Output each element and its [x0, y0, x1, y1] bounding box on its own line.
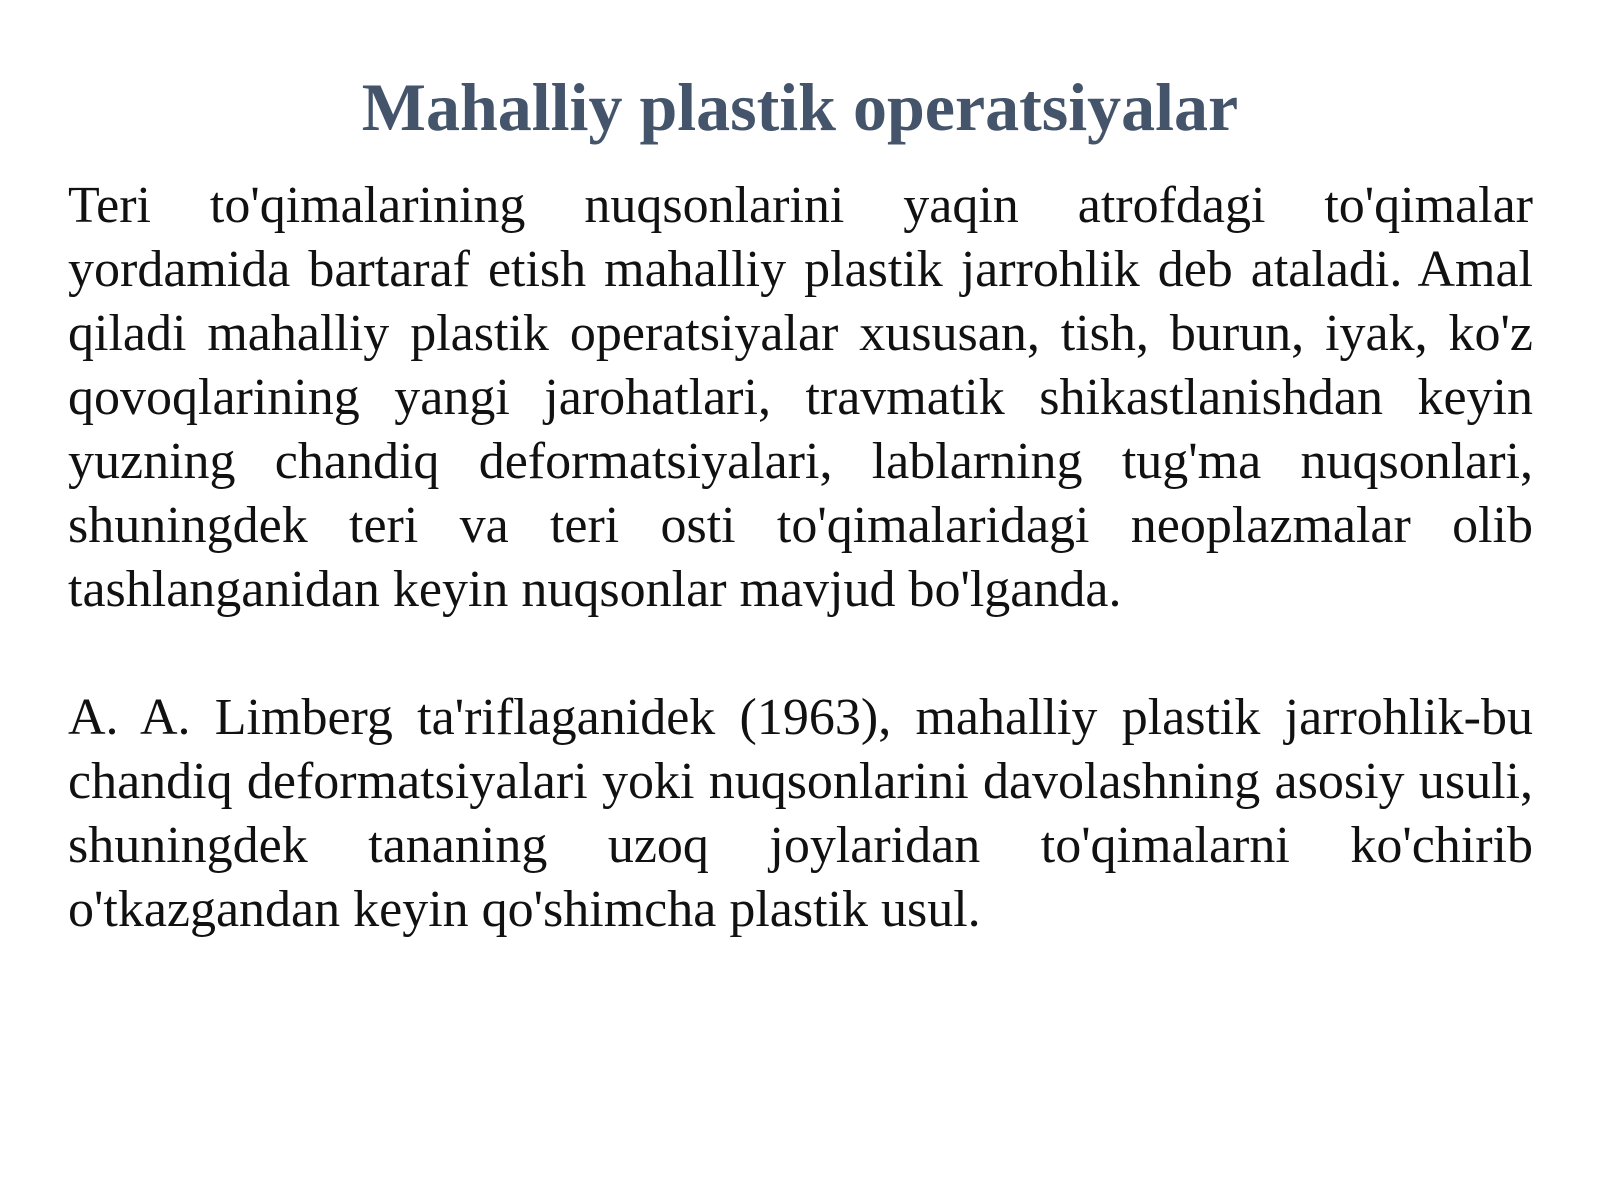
- slide-body: [68, 174, 1533, 942]
- body-paragraph-2: A. A. Limberg ta'riflaganidek (1963), mahalliy plastik jarrohlik-bu chandiq deformatsiyalari yoki nuqsonlarini davolashning asosiy usuli, shuningdek tananing uzoq joylaridan to'qimalarni ko'chirib o'tkazgandan keyin qo'shimcha plastik usul.: [68, 689, 1533, 938]
- slide-title: Mahalliy plastik operatsiyalar: [361, 69, 1239, 145]
- body-paragraph-1: Teri to'qimalarining nuqsonlarini yaqin atrofdagi to'qimalar yordamida bartaraf etish mahalliy plastik jarrohlik deb ataladi. Amal qiladi mahalliy plastik operatsiyalar xususan, tish, burun, iyak, ko'z qovoqlarining yangi jarohatlari, travmatik shikastlanishdan keyin yuzning chandiq deformatsiyalari, lablarning tug'ma nuqsonlari, shuningdek teri va teri osti to'qimalaridagi neoplazmalar olib tashlanganidan keyin nuqsonlar mavjud bo'lganda.: [68, 177, 1533, 618]
